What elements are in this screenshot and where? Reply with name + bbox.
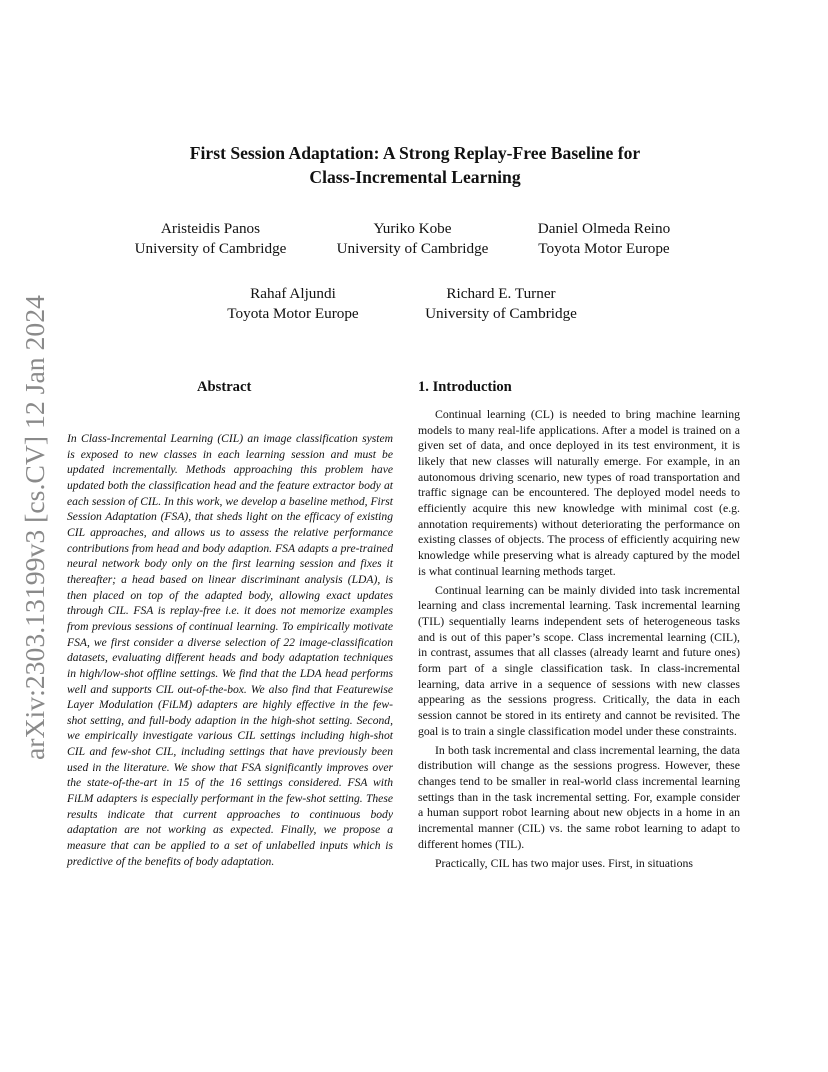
- author-block: [128, 219, 293, 259]
- abstract-text: In Class-Incremental Learning (CIL) an image classification system is exposed to new classes in each learning session and must be updated incrementally. Methods approaching this problem have updated both the classification head and the feature extractor body at each session of CIL. In this work, we develop a baseline method, First Session Adaptation (FSA), that sheds light on the efficacy of existing CIL approaches, and allows us to assess the relative performance contributions from head and body adaption. FSA adapts a pre-trained neural network body only on the first learning session and fixes it thereafter; a head based on linear discriminant analysis (LDA), is then placed on top of the adapted body, allowing exact updates through CIL. FSA is replay-free i.e. it does not memorize examples from previous sessions of continual learning. To empirically motivate FSA, we first consider a diverse selection of 22 image-classification datasets, evaluating different heads and body adaptation techniques in high/low-shot offline settings. We find that the LDA head performs well and supports CIL out-of-the-box. We also find that Featurewise Layer Modulation (FiLM) adapters are highly effective in the few-shot setting, and full-body adaption in the high-shot setting. Second, we empirically investigate various CIL settings including high-shot CIL and few-shot CIL, including settings that have previously been used in the literature. We show that FSA significantly improves over the state-of-the-art in 15 of the 16 settings considered. FSA with FiLM adapters is especially performant in the few-shot setting. These results indicate that current approaches to continuous body adaptation are not working as expected. Finally, we propose a measure that can be applied to a set of unlabelled inputs which is predictive of the benefits of body adaptation.: [67, 432, 393, 868]
- arxiv-watermark-text: arXiv:2303.13199v3 [cs.CV] 12 Jan 2024: [20, 307, 50, 760]
- author-name: Aristeidis Panos: [160, 220, 261, 237]
- introduction-paragraph: Practically, CIL has two major uses. First, in situations: [435, 855, 693, 870]
- author-block: [528, 219, 680, 259]
- author-name: Daniel Olmeda Reino: [537, 220, 671, 237]
- author-affiliation: Toyota Motor Europe: [538, 240, 670, 257]
- author-block: [418, 284, 584, 324]
- author-block: [218, 284, 368, 324]
- author-affiliation: Toyota Motor Europe: [227, 305, 359, 322]
- author-affiliation: University of Cambridge: [336, 240, 489, 257]
- paper-title-line-2: Class-Incremental Learning: [309, 167, 521, 187]
- author-name: Rahaf Aljundi: [250, 285, 336, 302]
- introduction-body: [418, 407, 740, 875]
- author-affiliation: University of Cambridge: [134, 240, 287, 257]
- author-name: Yuriko Kobe: [373, 220, 452, 237]
- paper-title-line-1: First Session Adaptation: A Strong Replay-Free Baseline for: [189, 143, 641, 163]
- author-block: [330, 219, 495, 259]
- paper-title: [120, 141, 710, 189]
- introduction-paragraph: In both task incremental and class incremental learning, the data distribution will change as the sessions progress. However, these changes tend to be smaller in real-world class incremental learning settings than in the task incremental setting. For, example consider a human support robot learning about new objects in a home in an incremental manner (CIL) vs. the same robot learning to adapt to different homes (TIL).: [418, 742, 740, 851]
- author-name: Richard E. Turner: [446, 285, 556, 302]
- introduction-paragraph: Continual learning (CL) is needed to bring machine learning models to many real-life applications. After a model is trained on a given set of data, and once deployed in its test environment, it is likely that new classes will naturally emerge. For example, in an autonomous driving scenario, new types of road transportation and traffic signage can be encountered. The deployed model needs to efficiently acquire this new knowledge with minimal cost (e.g. annotation requirements) without deteriorating the performance on existing classes of objects. The process of efficiently acquiring new knowledge while preserving what is already captured by the model is what continual learning methods target.: [418, 407, 740, 578]
- arxiv-watermark: [20, 295, 52, 760]
- abstract-heading: Abstract: [197, 379, 252, 395]
- introduction-paragraph: Continual learning can be mainly divided into task incremental learning and class incremental learning. Task incremental learning (TIL) sequentially learns independent sets of heterogeneous tasks and is out of this paper’s scope. Class incremental learning (CIL), in contrast, assumes that all classes (already learnt and future ones) form part of a single classification task. In class-incremental learning, data arrive in a sequence of sessions with new classes appearing as the sessions progress. Critically, the data in each session cannot be stored in its entirety and cannot be revisited. The goal is to train a single classification model under these constraints.: [418, 582, 740, 738]
- introduction-heading: 1. Introduction: [418, 379, 512, 395]
- author-affiliation: University of Cambridge: [425, 305, 577, 322]
